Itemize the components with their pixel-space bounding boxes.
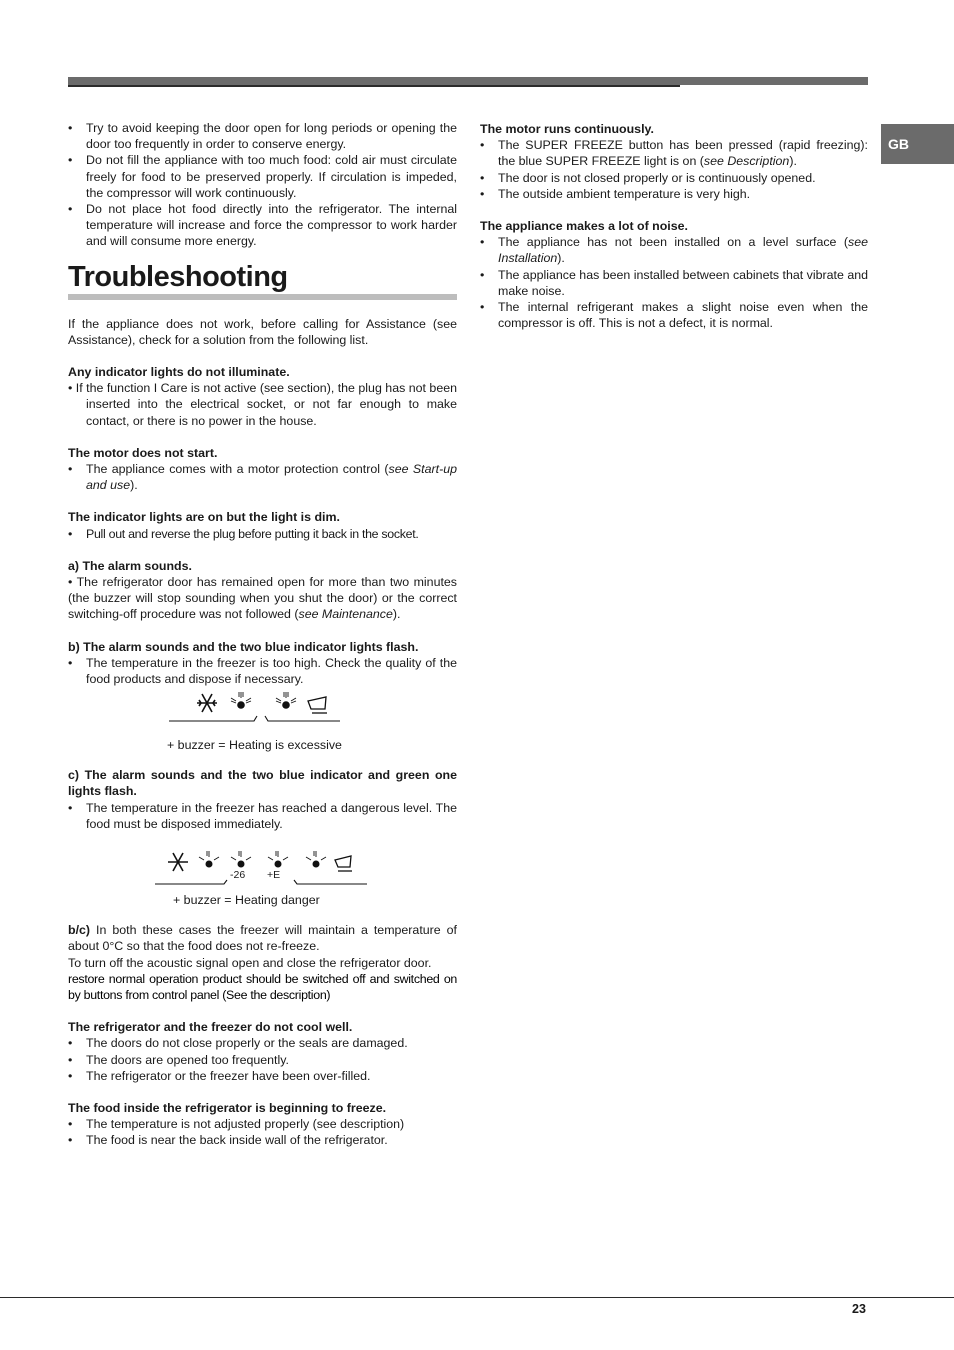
section-noise (480, 218, 868, 331)
text-part: ). (557, 251, 565, 266)
section-bc-note (68, 922, 457, 1003)
flashing-light-icon (199, 851, 219, 868)
text-part: ). (392, 607, 401, 622)
mode-label: +E (267, 869, 281, 882)
text-part: In both these cases the freezer will maintain a temperature of about 0°C so that the food does not re-freeze. (68, 923, 457, 954)
list-item (480, 137, 868, 169)
list-item: • Pull out and reverse the plug before putting it back in the socket. (68, 526, 457, 542)
flashing-light-icon (276, 692, 296, 709)
list-item: • The appliance has been installed between cabinets that vibrate and make noise. (480, 267, 868, 299)
list-item: • The outside ambient temperature is very high. (480, 186, 868, 202)
section-heading: The food inside the refrigerator is beginning to freeze. (68, 1100, 387, 1115)
list-item: • The doors do not close properly or the seals are damaged. (68, 1035, 457, 1051)
list-item: • Try to avoid keeping the door open for long periods or opening the door too frequently in order to conserve energy. (68, 120, 457, 152)
section-no-lights (68, 364, 457, 429)
footer-rule (0, 1297, 954, 1298)
intro-paragraph: If the appliance does not work, before calling for Assistance (see Assistance), check for a solution from the following list. (68, 316, 457, 347)
cart-icon (308, 697, 327, 713)
section-text (68, 574, 457, 623)
bracket-line (169, 716, 340, 721)
reference-text: see Description (703, 154, 790, 169)
section-heading: a) The alarm sounds. (68, 558, 192, 573)
section-heading: b) The alarm sounds and the two blue indicator lights flash. (68, 639, 419, 654)
section-heading: The motor runs continuously. (480, 122, 654, 136)
list-item (68, 461, 457, 493)
page-title: Troubleshooting (68, 260, 288, 293)
reference-text: see Start-up and use (86, 462, 457, 493)
left-column (68, 120, 457, 1149)
section-heading: The motor does not start. (68, 445, 218, 460)
bracket-line (155, 880, 367, 884)
list-item: • Do not place hot food directly into the refrigerator. The internal temperature will increase and force the compressor to work harder and will consume more energy. (68, 201, 457, 250)
reference-text: see Installation (498, 235, 868, 266)
header-bar (68, 77, 868, 85)
section-motor-continuous (480, 121, 868, 202)
section-lights-dim (68, 509, 457, 541)
flashing-light-icon (231, 692, 251, 709)
energy-tips-list (68, 120, 457, 250)
list-item: • The temperature in the freezer has reached a dangerous level. The food must be disposed immediately. (68, 800, 457, 832)
flashing-light-icon (231, 851, 251, 868)
text-part: The appliance has not been installed on a level surface ( (498, 235, 849, 250)
temperature-label: -26 (230, 869, 246, 882)
section-text: • If the function I Care is not active (see section), the plug has not been inserted into the electrical socket, or not far enough to make contact, or there is no power in the house. (68, 381, 457, 428)
reference-text: see Maintenance (298, 607, 393, 622)
title-underline (68, 294, 457, 300)
text-part: ). (789, 154, 797, 169)
list-item: • The refrigerator or the freezer have been over-filled. (68, 1068, 457, 1084)
diagram-caption: + buzzer = Heating is excessive (167, 738, 342, 753)
list-item: • The temperature in the freezer is too high. Check the quality of the food products and dispose if necessary. (68, 655, 457, 687)
list-item: • The doors are opened too frequently. (68, 1052, 457, 1068)
header-rule (68, 85, 680, 87)
section-heading: The indicator lights are on but the light is dim. (68, 510, 340, 525)
snowflake-icon (168, 853, 188, 871)
flashing-light-icon (268, 851, 288, 868)
list-item: • The internal refrigerant makes a slight noise even when the compressor is off. This is not a defect, it is normal. (480, 299, 868, 331)
section-heading: The appliance makes a lot of noise. (480, 219, 688, 234)
text-part: ). (130, 478, 138, 493)
indicator-diagram-excessive (68, 687, 457, 753)
section-alarm-green-flash (68, 767, 457, 910)
section-alarm-sounds (68, 558, 457, 623)
list-item: • The temperature is not adjusted properly (see description) (68, 1116, 457, 1132)
section-text (68, 922, 457, 954)
indicator-diagram-danger (68, 832, 457, 910)
section-heading: c) The alarm sounds and the two blue indicator and green one lights flash. (68, 768, 457, 799)
section-heading: The refrigerator and the freezer do not cool well. (68, 1020, 353, 1035)
text-part: The SUPER FREEZE button has been pressed (rapid freezing): the blue SUPER FREEZE light is on ( (498, 138, 868, 169)
list-item: • The food is near the back inside wall of the refrigerator. (68, 1132, 457, 1148)
list-item: • The door is not closed properly or is continuously opened. (480, 170, 868, 186)
section-not-cool (68, 1019, 457, 1084)
section-alarm-blue-flash (68, 639, 457, 754)
flashing-light-icon (306, 851, 326, 868)
text-part: The appliance comes with a motor protection control ( (86, 462, 389, 477)
text-part: • The refrigerator door has remained open for more than two minutes (the buzzer will stop sounding when you shut the door) or the correct switching-off procedure was not followed ( (68, 575, 457, 622)
cart-icon (335, 856, 352, 871)
language-tab: GB (881, 124, 954, 164)
section-food-freezing (68, 1100, 457, 1149)
diagram-caption: + buzzer = Heating danger (173, 893, 320, 908)
section-heading: Any indicator lights do not illuminate. (68, 365, 290, 380)
right-column (480, 121, 868, 331)
section-text: restore normal operation product should be switched off and switched on by buttons from control panel (See the description) (68, 971, 457, 1002)
list-item: • Do not fill the appliance with too much food: cold air must circulate freely for food to be preserved properly. If circulation is impeded, the compressor will work continuously. (68, 152, 457, 201)
snowflake-icon (197, 694, 217, 712)
section-motor-not-start (68, 445, 457, 494)
section-text: To turn off the acoustic signal open and close the refrigerator door. (68, 955, 432, 970)
list-item (480, 234, 868, 266)
page-number: 23 (852, 1302, 866, 1316)
text-part: b/c) (68, 923, 91, 938)
